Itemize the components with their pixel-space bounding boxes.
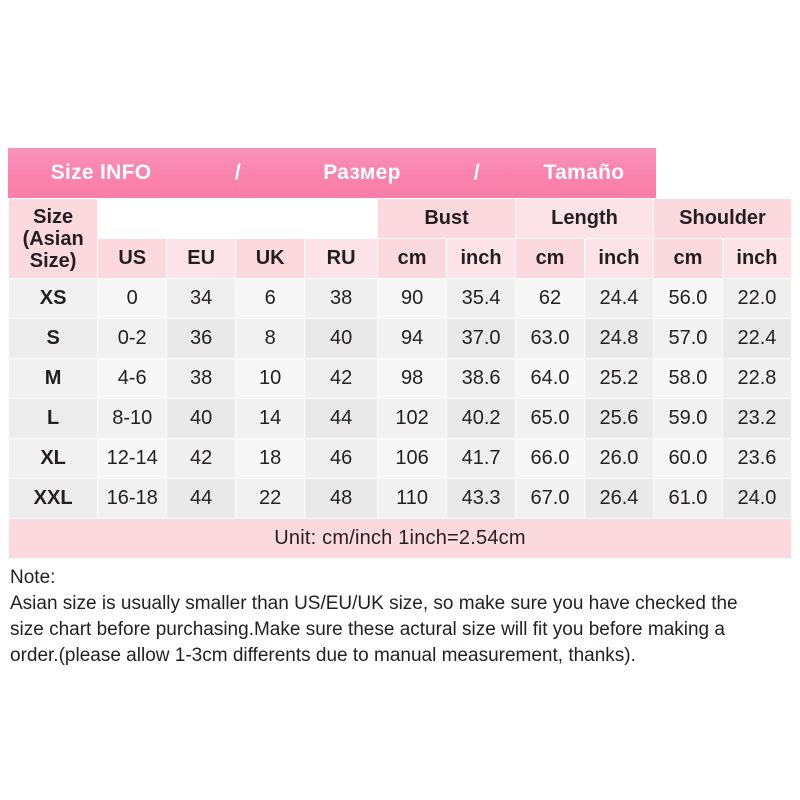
cell-length-cm: 63.0	[516, 319, 585, 359]
cell-shoulder-cm: 61.0	[653, 479, 722, 519]
cell-eu: 40	[167, 399, 236, 439]
cell-us: 0	[98, 279, 167, 319]
cell-length-inch: 24.8	[585, 319, 654, 359]
banner-separator-2: /	[473, 161, 481, 184]
cell-size: XL	[9, 439, 98, 479]
cell-uk: 6	[236, 279, 305, 319]
cell-size: XS	[9, 279, 98, 319]
cell-uk: 8	[236, 319, 305, 359]
cell-shoulder-inch: 23.2	[722, 399, 791, 439]
cell-length-inch: 25.2	[585, 359, 654, 399]
header-group-length: Length	[516, 199, 654, 239]
cell-us: 0-2	[98, 319, 167, 359]
cell-length-inch: 26.0	[585, 439, 654, 479]
header-eu: EU	[167, 239, 236, 279]
header-size-line2: (Asian	[22, 227, 84, 250]
header-bust-cm: cm	[378, 239, 447, 279]
cell-ru: 48	[305, 479, 378, 519]
cell-eu: 36	[167, 319, 236, 359]
header-spacer	[98, 199, 378, 239]
cell-eu: 42	[167, 439, 236, 479]
cell-length-cm: 66.0	[516, 439, 585, 479]
cell-length-inch: 25.6	[585, 399, 654, 439]
cell-size: L	[9, 399, 98, 439]
cell-shoulder-cm: 58.0	[653, 359, 722, 399]
cell-us: 8-10	[98, 399, 167, 439]
cell-bust-inch: 41.7	[447, 439, 516, 479]
cell-ru: 38	[305, 279, 378, 319]
banner-tamano: Tamaño	[543, 161, 625, 184]
cell-shoulder-inch: 23.6	[722, 439, 791, 479]
cell-shoulder-inch: 24.0	[722, 479, 791, 519]
table-row	[9, 359, 792, 399]
table-group-header-row	[9, 199, 792, 239]
cell-shoulder-cm: 56.0	[653, 279, 722, 319]
cell-bust-cm: 94	[378, 319, 447, 359]
cell-bust-inch: 43.3	[447, 479, 516, 519]
banner-separator-1: /	[234, 161, 242, 184]
cell-bust-cm: 110	[378, 479, 447, 519]
cell-bust-inch: 37.0	[447, 319, 516, 359]
note-block	[8, 565, 792, 669]
cell-bust-cm: 90	[378, 279, 447, 319]
table-footer-row	[9, 519, 792, 559]
cell-length-cm: 67.0	[516, 479, 585, 519]
cell-size: XXL	[9, 479, 98, 519]
cell-size: S	[9, 319, 98, 359]
note-line-2: size chart before purchasing.Make sure these actural size will fit you before making a	[10, 619, 725, 640]
note-line-1: Asian size is usually smaller than US/EU/UK size, so make sure you have checked the	[10, 593, 738, 614]
header-shoulder-cm: cm	[653, 239, 722, 279]
cell-eu: 38	[167, 359, 236, 399]
cell-shoulder-cm: 60.0	[653, 439, 722, 479]
cell-us: 4-6	[98, 359, 167, 399]
cell-uk: 22	[236, 479, 305, 519]
cell-uk: 18	[236, 439, 305, 479]
header-length-inch: inch	[585, 239, 654, 279]
header-shoulder-inch: inch	[722, 239, 791, 279]
banner-size-info: Size INFO	[50, 161, 152, 184]
header-size-line1: Size	[33, 205, 74, 228]
cell-bust-inch: 38.6	[447, 359, 516, 399]
cell-length-cm: 64.0	[516, 359, 585, 399]
cell-bust-cm: 98	[378, 359, 447, 399]
note-line-3: order.(please allow 1-3cm differents due to manual measurement, thanks).	[10, 645, 636, 666]
cell-size: M	[9, 359, 98, 399]
header-group-shoulder: Shoulder	[653, 199, 791, 239]
header-us: US	[98, 239, 167, 279]
header-size-line3: Size)	[29, 249, 77, 272]
cell-bust-inch: 35.4	[447, 279, 516, 319]
table-unit-header-row	[9, 239, 792, 279]
cell-eu: 44	[167, 479, 236, 519]
cell-bust-cm: 106	[378, 439, 447, 479]
table-row	[9, 479, 792, 519]
cell-ru: 44	[305, 399, 378, 439]
cell-uk: 14	[236, 399, 305, 439]
cell-ru: 46	[305, 439, 378, 479]
header-uk: UK	[236, 239, 305, 279]
header-length-cm: cm	[516, 239, 585, 279]
cell-shoulder-cm: 59.0	[653, 399, 722, 439]
cell-bust-inch: 40.2	[447, 399, 516, 439]
cell-shoulder-inch: 22.0	[722, 279, 791, 319]
note-heading: Note:	[10, 567, 56, 588]
table-row	[9, 319, 792, 359]
cell-us: 16-18	[98, 479, 167, 519]
cell-us: 12-14	[98, 439, 167, 479]
cell-length-inch: 24.4	[585, 279, 654, 319]
banner	[8, 148, 656, 198]
header-size-asian	[9, 199, 98, 279]
size-chart-container	[8, 148, 792, 669]
cell-length-inch: 26.4	[585, 479, 654, 519]
header-group-bust: Bust	[378, 199, 516, 239]
table-row	[9, 439, 792, 479]
cell-eu: 34	[167, 279, 236, 319]
table-row	[9, 399, 792, 439]
header-ru: RU	[305, 239, 378, 279]
table-row	[9, 279, 792, 319]
unit-note: Unit: cm/inch 1inch=2.54cm	[9, 519, 792, 559]
cell-uk: 10	[236, 359, 305, 399]
cell-ru: 40	[305, 319, 378, 359]
cell-shoulder-cm: 57.0	[653, 319, 722, 359]
cell-ru: 42	[305, 359, 378, 399]
cell-shoulder-inch: 22.8	[722, 359, 791, 399]
header-bust-inch: inch	[447, 239, 516, 279]
cell-length-cm: 65.0	[516, 399, 585, 439]
cell-bust-cm: 102	[378, 399, 447, 439]
cell-shoulder-inch: 22.4	[722, 319, 791, 359]
cell-length-cm: 62	[516, 279, 585, 319]
size-table	[8, 198, 792, 559]
banner-razmer: Размер	[323, 161, 401, 184]
